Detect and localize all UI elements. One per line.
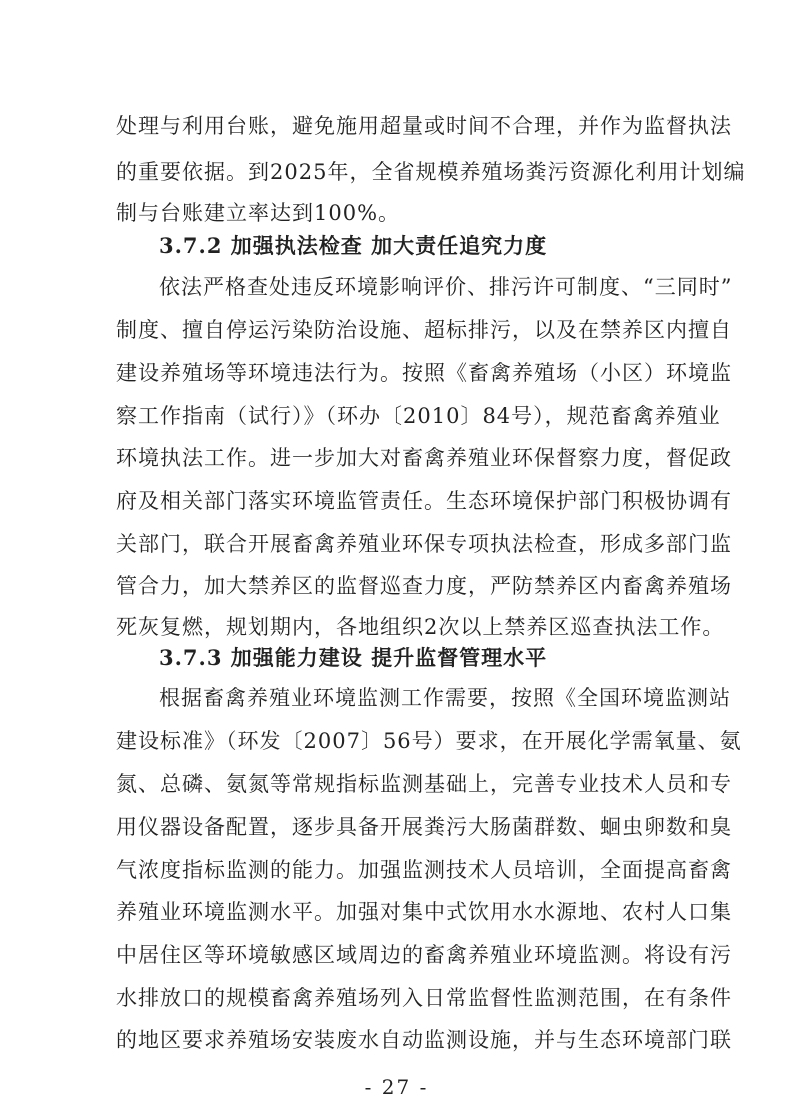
body-line: 根据畜禽养殖业环境监测工作需要，按照《全国环境监测站 xyxy=(159,686,731,710)
section-heading-3-7-2: 3.7.2 加强执法检查 加大责任追究力度 xyxy=(159,233,548,258)
body-line: 水排放口的规模畜禽养殖场列入日常监督性监测范围，在有条件 xyxy=(116,986,732,1010)
body-line: 府及相关部门落实环境监管责任。生态环境保护部门积极协调有 xyxy=(116,489,732,513)
body-line: 制与台账建立率达到100%。 xyxy=(116,201,401,225)
body-line: 关部门，联合开展畜禽养殖业环保专项执法检查，形成多部门监 xyxy=(116,532,732,556)
section-heading-3-7-3: 3.7.3 加强能力建设 提升监督管理水平 xyxy=(159,645,548,670)
body-line: 察工作指南（试行）》（环办〔2010〕84号），规范畜禽养殖业 xyxy=(116,404,721,428)
body-line: 养殖业环境监测水平。加强对集中式饮用水水源地、农村人口集 xyxy=(116,900,732,924)
body-line: 环境执法工作。进一步加大对畜禽养殖业环保督察力度，督促政 xyxy=(116,446,732,470)
body-line: 建设标准》（环发〔2007〕56号）要求，在开展化学需氧量、氨 xyxy=(116,729,742,753)
body-line: 氮、总磷、氨氮等常规指标监测基础上，完善专业技术人员和专 xyxy=(116,772,732,796)
body-line: 管合力，加大禁养区的监督巡查力度，严防禁养区内畜禽养殖场 xyxy=(116,574,732,598)
body-line: 处理与利用台账，避免施用超量或时间不合理，并作为监督执法 xyxy=(116,114,732,138)
body-line: 的地区要求养殖场安装废水自动监测设施，并与生态环境部门联 xyxy=(116,1028,732,1052)
body-line: 的重要依据。到2025年，全省规模养殖场粪污资源化利用计划编 xyxy=(116,160,746,184)
body-line: 用仪器设备配置，逐步具备开展粪污大肠菌群数、蛔虫卵数和臭 xyxy=(116,815,732,839)
body-line: 死灰复燃，规划期内，各地组织2次以上禁养区巡查执法工作。 xyxy=(116,615,725,639)
page-number: - 27 - xyxy=(364,1075,429,1099)
body-line: 建设养殖场等环境违法行为。按照《畜禽养殖场（小区）环境监 xyxy=(116,361,732,385)
body-line: 制度、擅自停运污染防治设施、超标排污，以及在禁养区内擅自 xyxy=(116,318,732,342)
body-line: 气浓度指标监测的能力。加强监测技术人员培训，全面提高畜禽 xyxy=(116,858,732,882)
body-line: 中居住区等环境敏感区域周边的畜禽养殖业环境监测。将设有污 xyxy=(116,943,732,967)
body-line: 依法严格查处违反环境影响评价、排污许可制度、“三同时” xyxy=(159,275,733,299)
